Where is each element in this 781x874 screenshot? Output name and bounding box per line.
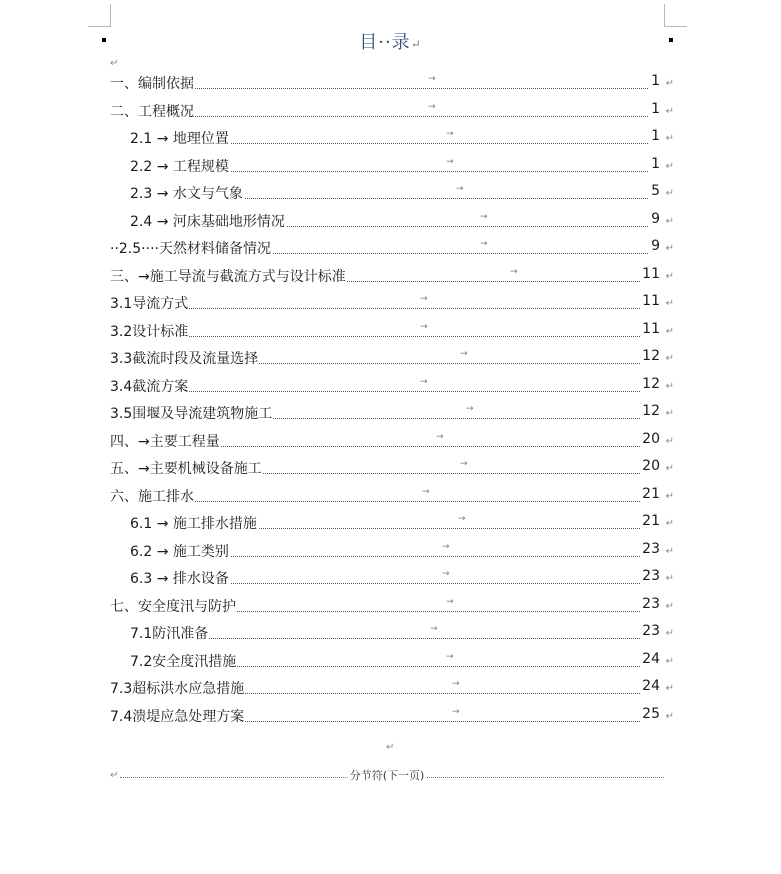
toc-entry-title: 6.3 → 排水设备 (130, 568, 230, 588)
toc-entry-page-number: 24 (642, 650, 660, 667)
paragraph-mark: ↵ (665, 353, 674, 364)
paragraph-mark: ↵ (665, 78, 674, 89)
toc-entry-title: 三、→施工导流与截流方式与设计标准 (110, 266, 347, 286)
toc-entry-title: 二、工程概况 (110, 101, 195, 121)
toc-title-text: 目··录 (359, 32, 411, 53)
tab-arrow-icon: → (442, 541, 450, 552)
tab-arrow-icon: → (446, 596, 454, 607)
paragraph-mark: ↵ (665, 133, 674, 144)
toc-entry-title: 2.4 → 河床基础地形情况 (130, 211, 286, 231)
paragraph-mark: ↵ (665, 105, 674, 117)
section-break-label: 分节符(下一页) (349, 769, 425, 782)
toc-entry-title: ··2.5····天然材料储备情况 (110, 238, 272, 258)
paragraph-mark: ↵ (386, 742, 395, 753)
tab-arrow-icon: → (420, 321, 428, 332)
toc-entry-title: 3.5围堰及导流建筑物施工 (110, 403, 273, 423)
toc-entry-page-number: 1 (651, 155, 660, 172)
tab-arrow-icon: → (430, 624, 438, 634)
tab-arrow-icon: → (428, 74, 436, 84)
toc-entry-page-number: 1 (651, 128, 660, 144)
toc-entry-title: 7.4溃堤应急处理方案 (110, 706, 245, 726)
toc-entry[interactable] (110, 431, 674, 453)
toc-entry[interactable] (130, 128, 674, 150)
toc-entry-page-number: 12 (642, 348, 660, 364)
toc-entry-title: 2.2 → 工程规模 (130, 156, 230, 176)
toc-entry-title: 3.4截流方案 (110, 376, 189, 396)
page-corner-top-right (664, 4, 687, 27)
toc-title[interactable] (0, 28, 781, 54)
toc-entry-page-number: 21 (642, 513, 660, 529)
toc-entry[interactable] (110, 293, 674, 315)
toc-entry-title: 3.1导流方式 (110, 293, 189, 313)
paragraph-mark: ↵ (665, 573, 674, 584)
toc-entry-page-number: 11 (642, 265, 660, 282)
toc-entry[interactable] (110, 486, 674, 508)
toc-entry-page-number: 12 (642, 375, 660, 392)
tab-arrow-icon: → (480, 211, 488, 222)
paragraph-mark: ↵ (665, 160, 674, 172)
toc-entry-title: 6.2 → 施工类别 (130, 541, 230, 561)
toc-entry-page-number: 5 (651, 183, 660, 199)
paragraph-mark: ↵ (110, 770, 119, 781)
tab-arrow-icon: → (460, 459, 468, 469)
toc-entry-page-number: 11 (642, 293, 660, 309)
toc-entry-page-number: 9 (651, 210, 660, 227)
toc-entry[interactable] (130, 651, 674, 673)
paragraph-mark: ↵ (665, 270, 674, 282)
toc-entry[interactable] (130, 568, 674, 590)
tab-arrow-icon: → (446, 129, 454, 139)
paragraph-mark: ↵ (665, 600, 674, 612)
toc-entry[interactable] (110, 321, 674, 343)
tab-arrow-icon: → (466, 404, 474, 414)
paragraph-mark: ↵ (410, 37, 422, 51)
toc-entry-title: 7.3超标洪水应急措施 (110, 678, 245, 698)
toc-entry-title: 2.1 → 地理位置 (130, 128, 230, 148)
toc-entry[interactable] (110, 348, 674, 370)
tab-arrow-icon: → (442, 569, 450, 579)
toc-entry[interactable] (110, 458, 674, 480)
tab-arrow-icon: → (456, 184, 464, 194)
toc-entry-title: 六、施工排水 (110, 486, 195, 506)
toc-entry-page-number: 23 (642, 595, 660, 612)
paragraph-mark: ↵ (665, 545, 674, 557)
toc-leader-dots (110, 308, 648, 309)
toc-entry-page-number: 12 (642, 403, 660, 419)
paragraph-mark: ↵ (665, 298, 674, 309)
paragraph-mark: ↵ (665, 628, 674, 639)
toc-entry[interactable] (110, 706, 674, 728)
paragraph-mark: ↵ (665, 215, 674, 227)
toc-entry-title: 一、编制依据 (110, 73, 195, 93)
toc-entry[interactable] (130, 541, 674, 563)
toc-entry[interactable] (110, 101, 674, 123)
tab-arrow-icon: → (436, 431, 444, 442)
tab-arrow-icon: → (458, 514, 466, 524)
toc-entry[interactable] (110, 376, 674, 398)
toc-entry-title: 7.2安全度汛措施 (130, 651, 237, 671)
toc-entry-page-number: 11 (642, 320, 660, 337)
tab-arrow-icon: → (510, 266, 518, 277)
paragraph-mark: ↵ (665, 490, 674, 502)
toc-entry[interactable] (130, 183, 674, 205)
paragraph-mark: ↵ (665, 380, 674, 392)
tab-arrow-icon: → (420, 294, 428, 304)
paragraph-mark: ↵ (665, 683, 674, 694)
paragraph-mark: ↵ (665, 325, 674, 337)
paragraph-mark: ↵ (665, 408, 674, 419)
tab-arrow-icon: → (446, 156, 454, 167)
toc-entry-page-number: 23 (642, 568, 660, 584)
toc-entry-page-number: 20 (642, 458, 660, 474)
tab-arrow-icon: → (420, 376, 428, 387)
toc-entry[interactable] (130, 623, 674, 645)
toc-entry[interactable] (110, 238, 674, 260)
tab-arrow-icon: → (460, 349, 468, 359)
tab-arrow-icon: → (452, 706, 460, 717)
toc-entry-title: 7.1防汛准备 (130, 623, 209, 643)
tab-arrow-icon: → (446, 651, 454, 662)
paragraph-mark: ↵ (665, 435, 674, 447)
toc-entry-title: 四、→主要工程量 (110, 431, 221, 451)
toc-entry[interactable] (110, 266, 674, 288)
toc-leader-dots (110, 391, 648, 392)
page-corner-top-left (88, 4, 111, 27)
toc-entry-page-number: 23 (642, 540, 660, 557)
toc-entry-title: 2.3 → 水文与气象 (130, 183, 244, 203)
toc-entry[interactable] (110, 73, 674, 95)
paragraph-mark: ↵ (665, 463, 674, 474)
toc-entry[interactable] (110, 678, 674, 700)
toc-leader-dots (110, 336, 648, 337)
paragraph-mark: ↵ (665, 243, 674, 254)
tab-arrow-icon: → (422, 486, 430, 497)
tab-arrow-icon: → (480, 239, 488, 249)
toc-entry-page-number: 20 (642, 430, 660, 447)
toc-entry-title: 五、→主要机械设备施工 (110, 458, 263, 478)
paragraph-mark: ↵ (665, 518, 674, 529)
toc-entry-page-number: 24 (642, 678, 660, 694)
tab-arrow-icon: → (428, 101, 436, 112)
section-break (110, 768, 664, 782)
toc-entry[interactable] (130, 156, 674, 178)
toc-entry-page-number: 21 (642, 485, 660, 502)
paragraph-mark: ↵ (665, 710, 674, 722)
toc-entry-page-number: 1 (651, 100, 660, 117)
toc-entry-page-number: 9 (651, 238, 660, 254)
paragraph-mark: ↵ (110, 58, 119, 69)
toc-entry[interactable] (110, 403, 674, 425)
toc-entry[interactable] (110, 596, 674, 618)
toc-entry-title: 3.2设计标准 (110, 321, 189, 341)
toc-entry-title: 6.1 → 施工排水措施 (130, 513, 258, 533)
toc-entry-page-number: 23 (642, 623, 660, 639)
toc-entry-page-number: 25 (642, 705, 660, 722)
tab-arrow-icon: → (452, 679, 460, 689)
toc-entry-title: 3.3截流时段及流量选择 (110, 348, 259, 368)
paragraph-mark: ↵ (665, 188, 674, 199)
toc-entry[interactable] (130, 211, 674, 233)
toc-entry-title: 七、安全度汛与防护 (110, 596, 237, 616)
paragraph-mark: ↵ (665, 655, 674, 667)
toc-entry-page-number: 1 (651, 73, 660, 89)
toc-entry[interactable] (130, 513, 674, 535)
